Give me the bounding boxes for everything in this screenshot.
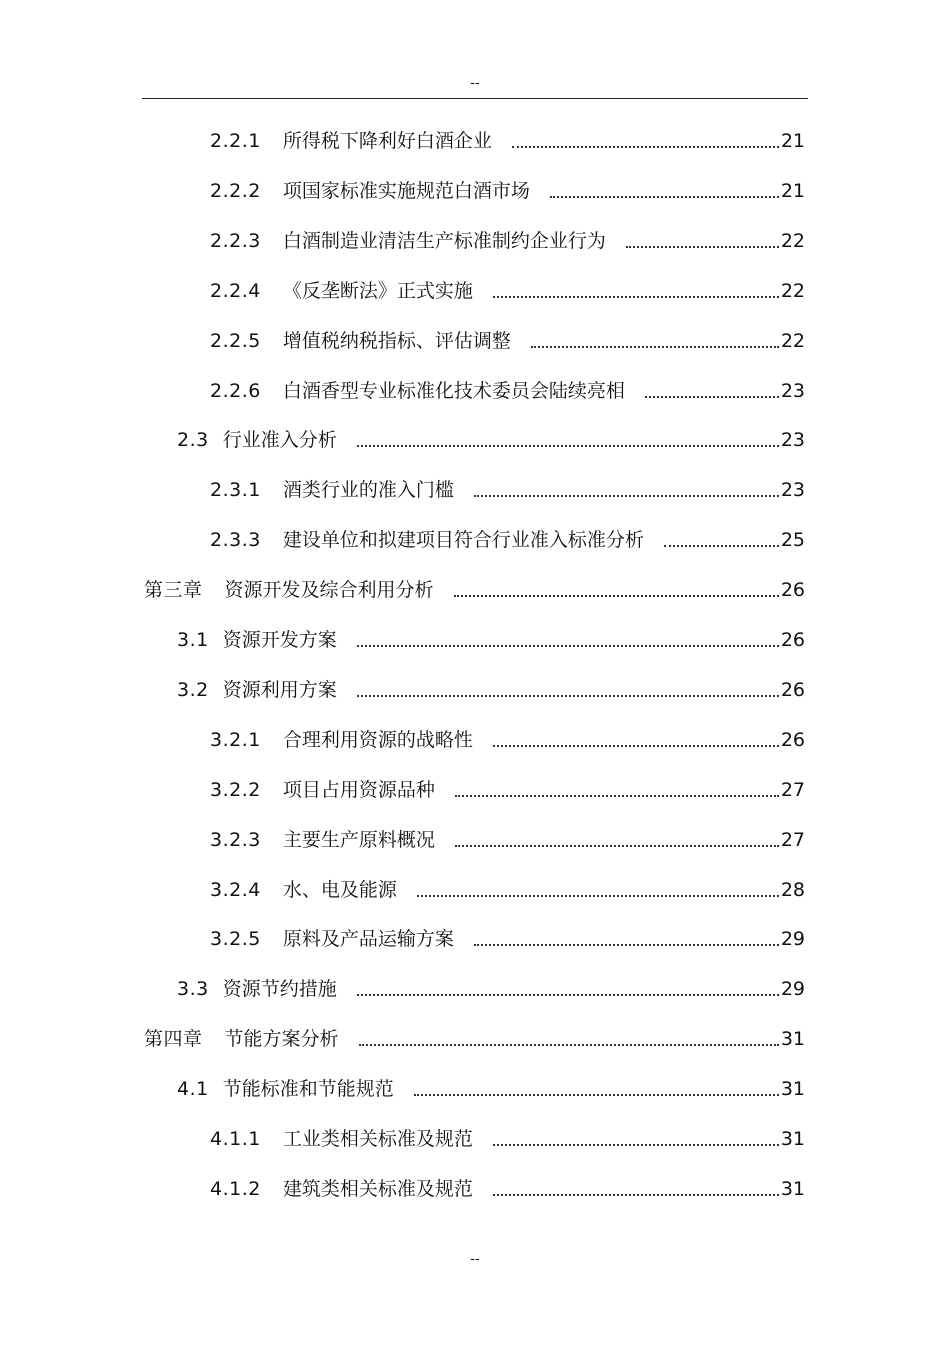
toc-entry[interactable] [144, 1025, 805, 1053]
toc-dot-leader [359, 1044, 779, 1046]
toc-entry-page: 23 [780, 380, 805, 402]
toc-entry-number: 3.2 [177, 679, 209, 701]
toc-entry-page: 29 [780, 928, 805, 950]
toc-dot-leader [357, 695, 779, 697]
toc-entry-title: 原料及产品运输方案 [282, 928, 454, 950]
toc-entry-number: 3.2.4 [210, 879, 261, 901]
toc-entry-title: 合理利用资源的战略性 [282, 729, 473, 751]
toc-entry-page: 27 [780, 829, 805, 851]
toc-dot-leader [493, 1194, 779, 1196]
toc-entry-number: 3.2.1 [210, 729, 261, 751]
toc-entry[interactable] [177, 626, 805, 654]
toc-entry-title: 增值税纳税指标、评估调整 [282, 330, 511, 352]
toc-entry-number: 2.2.6 [210, 380, 261, 402]
toc-entry[interactable] [210, 1125, 805, 1153]
toc-entry-title: 水、电及能源 [282, 879, 397, 901]
toc-entry-title: 节能标准和节能规范 [222, 1078, 394, 1100]
toc-entry-page: 21 [780, 180, 805, 202]
toc-entry-number: 3.2.5 [210, 928, 261, 950]
toc-entry-title: 建设单位和拟建项目符合行业准入标准分析 [282, 529, 644, 551]
toc-dot-leader [455, 845, 779, 847]
toc-dot-leader [455, 795, 779, 797]
page-footer-mark: -- [470, 1252, 480, 1267]
toc-entry-number: 第三章 [144, 579, 203, 601]
toc-entry-number: 3.2.3 [210, 829, 261, 851]
toc-entry-title: 白酒香型专业标准化技术委员会陆续亮相 [282, 380, 625, 402]
toc-entry-number: 2.3 [177, 429, 209, 451]
toc-entry-page: 23 [780, 479, 805, 501]
toc-dot-leader [664, 545, 779, 547]
toc-entry-number: 第四章 [144, 1028, 203, 1050]
toc-dot-leader [512, 146, 779, 148]
toc-entry-title: 工业类相关标准及规范 [282, 1128, 473, 1150]
toc-entry-page: 31 [780, 1028, 805, 1050]
toc-entry-page: 31 [780, 1078, 805, 1100]
toc-entry[interactable] [210, 876, 805, 904]
toc-entry[interactable] [144, 576, 805, 604]
toc-entry-title: 资源开发方案 [222, 629, 337, 651]
toc-entry[interactable] [210, 227, 805, 255]
toc-entry[interactable] [210, 1175, 805, 1203]
toc-entry-number: 4.1 [177, 1078, 209, 1100]
toc-entry-title: 主要生产原料概况 [282, 829, 435, 851]
toc-entry[interactable] [210, 127, 805, 155]
toc-entry-page: 26 [780, 729, 805, 751]
toc-entry-page: 22 [780, 280, 805, 302]
toc-entry-title: 所得税下降利好白酒企业 [282, 130, 492, 152]
toc-entry-number: 2.2.2 [210, 180, 261, 202]
toc-entry-page: 25 [780, 529, 805, 551]
toc-entry[interactable] [177, 975, 805, 1003]
toc-entry-page: 26 [780, 579, 805, 601]
toc-dot-leader [493, 1144, 779, 1146]
toc-entry-title: 资源开发及综合利用分析 [224, 579, 434, 601]
toc-dot-leader [414, 1094, 779, 1096]
toc-entry-number: 3.2.2 [210, 779, 261, 801]
toc-entry-title: 酒类行业的准入门槛 [282, 479, 454, 501]
toc-entry-title: 行业准入分析 [222, 429, 337, 451]
toc-entry-page: 29 [780, 978, 805, 1000]
toc-entry-page: 31 [780, 1128, 805, 1150]
toc-entry-page: 31 [780, 1178, 805, 1200]
toc-dot-leader [645, 396, 779, 398]
toc-entry[interactable] [177, 676, 805, 704]
toc-entry-title: 白酒制造业清洁生产标准制约企业行为 [282, 230, 606, 252]
toc-dot-leader [531, 346, 779, 348]
toc-entry[interactable] [210, 177, 805, 205]
toc-entry-title: 项目占用资源品种 [282, 779, 435, 801]
toc-entry-number: 3.1 [177, 629, 209, 651]
toc-dot-leader [474, 944, 779, 946]
toc-entry-title: 节能方案分析 [224, 1028, 339, 1050]
toc-entry[interactable] [177, 1075, 805, 1103]
toc-entry-page: 22 [780, 330, 805, 352]
toc-dot-leader [474, 495, 779, 497]
toc-entry-title: 资源利用方案 [222, 679, 337, 701]
toc-entry[interactable] [210, 327, 805, 355]
toc-entry[interactable] [210, 377, 805, 405]
toc-entry-number: 2.2.3 [210, 230, 261, 252]
toc-entry-title: 《反垄断法》正式实施 [282, 280, 473, 302]
toc-entry-number: 2.2.4 [210, 280, 261, 302]
toc-dot-leader [357, 994, 779, 996]
toc-entry-title: 资源节约措施 [222, 978, 337, 1000]
toc-entry-number: 3.3 [177, 978, 209, 1000]
toc-entry[interactable] [210, 776, 805, 804]
toc-dot-leader [493, 745, 779, 747]
toc-entry[interactable] [177, 426, 805, 454]
toc-entry-number: 2.3.1 [210, 479, 261, 501]
toc-entry-page: 21 [780, 130, 805, 152]
toc-dot-leader [454, 595, 779, 597]
toc-entry-page: 23 [780, 429, 805, 451]
toc-entry-number: 4.1.2 [210, 1178, 261, 1200]
toc-entry-title: 项国家标准实施规范白酒市场 [282, 180, 530, 202]
toc-entry-page: 28 [780, 879, 805, 901]
toc-entry[interactable] [210, 277, 805, 305]
toc-dot-leader [626, 246, 779, 248]
toc-entry-number: 2.2.1 [210, 130, 261, 152]
toc-entry[interactable] [210, 925, 805, 953]
toc-entry-number: 2.2.5 [210, 330, 261, 352]
toc-entry-page: 26 [780, 679, 805, 701]
toc-entry-page: 22 [780, 230, 805, 252]
page-header-mark: -- [470, 76, 480, 91]
toc-entry-number: 2.3.3 [210, 529, 261, 551]
toc-dot-leader [357, 645, 779, 647]
toc-dot-leader [493, 296, 779, 298]
toc-entry[interactable] [210, 826, 805, 854]
toc-dot-leader [417, 895, 779, 897]
toc-entry[interactable] [210, 476, 805, 504]
toc-entry-page: 26 [780, 629, 805, 651]
toc-entry-title: 建筑类相关标准及规范 [282, 1178, 473, 1200]
toc-dot-leader [550, 196, 779, 198]
toc-dot-leader [357, 445, 779, 447]
toc-entry[interactable] [210, 726, 805, 754]
toc-entry-page: 27 [780, 779, 805, 801]
toc-entry[interactable] [210, 526, 805, 554]
toc-entry-number: 4.1.1 [210, 1128, 261, 1150]
